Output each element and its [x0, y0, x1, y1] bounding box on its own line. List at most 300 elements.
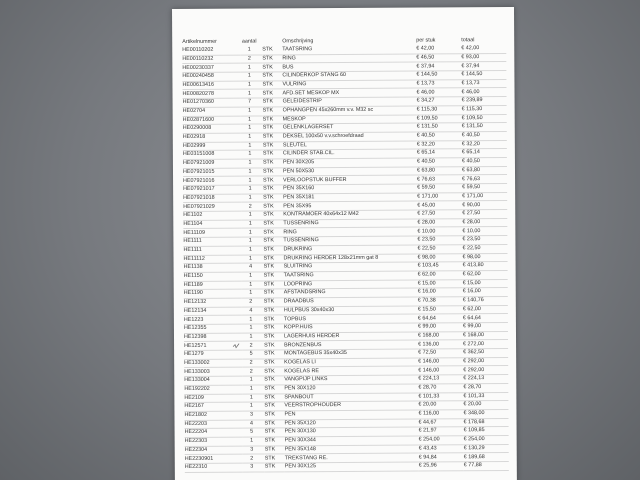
cell-price-per-piece: € 59,50 — [417, 184, 462, 193]
cell-description: AFD.SET MESKOP MX — [282, 88, 416, 98]
cell-description: PEN 30X120 — [284, 384, 418, 394]
cell-article-number: HE00240458 — [182, 72, 240, 81]
cell-total: € 46,00 — [461, 88, 506, 97]
cell-price-per-piece: € 62,00 — [418, 271, 463, 280]
cell-article-number: HE07921017 — [183, 185, 241, 194]
cell-total: € 37,94 — [461, 62, 506, 71]
cell-total: € 62,00 — [463, 305, 508, 314]
cell-description: PEN 50X530 — [283, 167, 417, 177]
cell-quantity: 2 — [242, 341, 264, 350]
cell-unit: STK — [264, 289, 284, 298]
cell-total: € 65,14 — [462, 149, 507, 158]
cell-quantity: 1 — [242, 333, 264, 342]
cell-description: VANGPIJP LINKS — [284, 375, 418, 385]
cell-unit: STK — [264, 324, 284, 333]
cell-price-per-piece: € 27,50 — [417, 210, 462, 219]
cell-total: € 413,80 — [463, 262, 508, 271]
cell-unit: STK — [265, 445, 285, 454]
cell-price-per-piece: € 34,27 — [417, 97, 462, 106]
cell-quantity: 5 — [243, 428, 265, 437]
cell-total: € 64,64 — [463, 314, 508, 323]
cell-total: € 27,50 — [462, 210, 507, 219]
cell-quantity: 3 — [243, 446, 265, 455]
cell-unit: STK — [263, 98, 283, 107]
cell-description: TUSSENRING — [283, 219, 417, 229]
cell-unit: STK — [262, 81, 282, 90]
cell-price-per-piece: € 46,00 — [416, 88, 461, 97]
cell-price-per-piece: € 99,00 — [418, 323, 463, 332]
cell-description: VEERSTROPHOUDER — [284, 401, 418, 411]
cell-article-number: HE07921009 — [183, 159, 241, 168]
cell-unit: STK — [264, 315, 284, 324]
cell-unit: STK — [264, 254, 284, 263]
cell-description: CILINDERKOP STANG 60 — [282, 71, 416, 81]
cell-unit: STK — [264, 280, 284, 289]
table-row — [185, 461, 509, 472]
cell-total: € 77,88 — [464, 461, 509, 470]
cell-quantity: 1 — [240, 72, 262, 81]
cell-description: SLUITRING — [284, 262, 418, 272]
cell-unit: STK — [263, 194, 283, 203]
cell-unit: STK — [263, 237, 283, 246]
cell-price-per-piece: € 254,00 — [419, 436, 464, 445]
cell-total: € 168,00 — [463, 331, 508, 340]
cell-quantity: 1 — [241, 246, 263, 255]
cell-quantity: 1 — [241, 237, 263, 246]
cell-quantity: 2 — [242, 359, 264, 368]
cell-description: DRUKRING — [283, 245, 417, 255]
cell-quantity: 1 — [241, 115, 263, 124]
cell-price-per-piece: € 22,50 — [417, 245, 462, 254]
cell-unit: STK — [263, 115, 283, 124]
cell-price-per-piece: € 64,64 — [418, 314, 463, 323]
cell-article-number: HE2109 — [184, 394, 242, 403]
cell-total: € 13,73 — [461, 79, 506, 88]
cell-description: MONTAGEBUS 35x40x35 — [284, 349, 418, 359]
cell-total: € 254,00 — [464, 435, 509, 444]
cell-price-per-piece: € 136,00 — [418, 340, 463, 349]
cell-article-number: HE192202 — [184, 385, 242, 394]
cell-price-per-piece: € 23,50 — [417, 236, 462, 245]
cell-unit: STK — [263, 107, 283, 116]
cell-unit: STK — [262, 72, 282, 81]
cell-unit: STK — [263, 124, 283, 133]
cell-description: KOPP.HUIS — [284, 323, 418, 333]
cell-article-number: HE1111 — [183, 246, 241, 255]
cell-price-per-piece: € 65,14 — [417, 149, 462, 158]
cell-article-number: HE22303 — [185, 437, 243, 446]
cell-unit: STK — [264, 393, 284, 402]
cell-price-per-piece: € 168,00 — [418, 331, 463, 340]
cell-quantity: 1 — [241, 124, 263, 133]
cell-description: BUS — [282, 62, 416, 72]
cell-price-per-piece: € 72,50 — [418, 349, 463, 358]
cell-article-number: HE07921015 — [183, 168, 241, 177]
cell-article-number: HE1138 — [184, 263, 242, 272]
cell-article-number: HE02871600 — [183, 116, 241, 125]
cell-price-per-piece: € 101,33 — [418, 392, 463, 401]
cell-total: € 189,68 — [464, 453, 509, 462]
cell-price-per-piece: € 43,43 — [419, 444, 464, 453]
cell-quantity: 1 — [241, 159, 263, 168]
cell-price-per-piece: € 13,73 — [416, 80, 461, 89]
header-quantity: aantal — [241, 38, 257, 45]
cell-unit: STK — [264, 402, 284, 411]
cell-unit: STK — [262, 55, 282, 64]
cell-quantity: 1 — [241, 168, 263, 177]
cell-price-per-piece: € 131,50 — [417, 123, 462, 132]
cell-total: € 10,00 — [462, 227, 507, 236]
cell-total: € 144,50 — [461, 71, 506, 80]
cell-unit: STK — [262, 46, 282, 54]
cell-quantity: 1 — [242, 376, 264, 385]
cell-total: € 40,50 — [462, 131, 507, 140]
cell-description: VULRING — [282, 80, 416, 90]
cell-price-per-piece: € 28,70 — [418, 384, 463, 393]
cell-total: € 59,50 — [462, 184, 507, 193]
pen-mark — [232, 342, 240, 350]
cell-total: € 178,68 — [464, 418, 509, 427]
cell-unit: STK — [263, 220, 283, 229]
cell-quantity: 1 — [242, 385, 264, 394]
cell-quantity: 2 — [242, 298, 264, 307]
cell-article-number: HE133004 — [184, 376, 242, 385]
cell-price-per-piece: € 40,50 — [417, 132, 462, 141]
cell-total: € 28,00 — [462, 218, 507, 227]
cell-quantity: 4 — [243, 420, 265, 429]
cell-price-per-piece: € 20,00 — [418, 401, 463, 410]
cell-article-number: HE22304 — [185, 446, 243, 455]
cell-total: € 40,50 — [462, 157, 507, 166]
cell-description: BRONZENBUS — [284, 340, 418, 350]
cell-total: € 28,70 — [463, 383, 508, 392]
cell-unit: STK — [263, 185, 283, 194]
cell-price-per-piece: € 16,00 — [418, 288, 463, 297]
cell-unit: STK — [263, 159, 283, 168]
cell-description: TUSSENRING — [283, 236, 417, 246]
cell-description: OPHANGPEN 45x260mm v.v. M32 sc — [283, 106, 417, 116]
cell-description: PEN 30X130 — [285, 427, 419, 437]
cell-unit: STK — [265, 463, 285, 472]
cell-total: € 76,63 — [462, 175, 507, 184]
cell-total: € 109,85 — [464, 427, 509, 436]
cell-unit: STK — [264, 376, 284, 385]
cell-article-number: HE12132 — [184, 298, 242, 307]
cell-article-number: HE22310 — [185, 463, 243, 472]
cell-unit: STK — [264, 385, 284, 394]
cell-unit: STK — [264, 298, 284, 307]
cell-total: € 131,50 — [462, 123, 507, 132]
cell-quantity: 1 — [241, 142, 263, 151]
cell-article-number: HE12398 — [184, 333, 242, 342]
cell-price-per-piece: € 28,00 — [417, 219, 462, 228]
cell-article-number: HE00110232 — [182, 55, 240, 64]
cell-article-number: HE22203 — [185, 420, 243, 429]
cell-unit: STK — [263, 246, 283, 255]
cell-total: € 62,00 — [463, 270, 508, 279]
cell-unit: STK — [264, 411, 284, 420]
cell-unit: STK — [263, 167, 283, 176]
cell-price-per-piece: € 70,38 — [418, 297, 463, 306]
cell-article-number: HE07921016 — [183, 176, 241, 185]
cell-price-per-piece: € 42,00 — [416, 45, 461, 53]
cell-article-number: HE1279 — [184, 350, 242, 359]
cell-description: MESKOP — [283, 115, 417, 125]
cell-quantity: 1 — [240, 46, 262, 54]
cell-description: GELEIDESTRIP — [283, 97, 417, 107]
cell-article-number: HE1189 — [184, 281, 242, 290]
header-unit — [262, 36, 282, 46]
cell-price-per-piece: € 224,13 — [418, 375, 463, 384]
cell-quantity: 3 — [242, 411, 264, 420]
cell-description: TAATSRING — [284, 271, 418, 281]
cell-total: € 292,00 — [463, 357, 508, 366]
cell-unit: STK — [263, 141, 283, 150]
cell-unit: STK — [265, 437, 285, 446]
cell-unit: STK — [264, 341, 284, 350]
cell-article-number: HE1111 — [183, 237, 241, 246]
cell-price-per-piece: € 98,00 — [418, 253, 463, 262]
cell-article-number: HE22204 — [185, 428, 243, 437]
cell-description: PEN — [284, 410, 418, 420]
cell-total: € 171,00 — [462, 192, 507, 201]
cell-article-number: HE07921029 — [183, 203, 241, 212]
cell-quantity: 4 — [242, 307, 264, 316]
cell-unit: STK — [264, 272, 284, 281]
cell-quantity: 1 — [241, 220, 263, 229]
cell-quantity: 1 — [242, 254, 264, 263]
cell-article-number: HE00110202 — [182, 47, 240, 56]
cell-total: € 93,00 — [461, 53, 506, 62]
cell-quantity: 1 — [242, 324, 264, 333]
cell-description: SPANBOUT — [284, 393, 418, 403]
cell-unit: STK — [264, 333, 284, 342]
cell-price-per-piece: € 21,97 — [419, 427, 464, 436]
cell-article-number: HE133003 — [184, 368, 242, 377]
header-description: Omschrijving — [282, 38, 314, 45]
cell-unit: STK — [265, 428, 285, 437]
cell-price-per-piece: € 144,50 — [416, 71, 461, 80]
cell-article-number: HE11112 — [184, 255, 242, 264]
cell-unit: STK — [264, 350, 284, 359]
cell-quantity: 1 — [240, 81, 262, 90]
cell-article-number: HE02918 — [183, 133, 241, 142]
cell-price-per-piece: € 15,00 — [418, 279, 463, 288]
cell-description: TAATSRING — [282, 46, 416, 55]
cell-price-per-piece: € 171,00 — [417, 192, 462, 201]
cell-total: € 20,00 — [463, 401, 508, 410]
cell-article-number: HE07921018 — [183, 194, 241, 203]
cell-unit: STK — [263, 202, 283, 211]
cell-total: € 109,50 — [462, 114, 507, 123]
cell-article-number: HE00820278 — [182, 90, 240, 99]
cell-article-number: HE11109 — [183, 229, 241, 238]
cell-total: € 292,00 — [463, 366, 508, 375]
cell-description: PEN 30X344 — [285, 436, 419, 446]
header-article-number: Artikelnummer — [182, 38, 217, 45]
cell-quantity: 2 — [241, 202, 263, 211]
cell-article-number: HE02999 — [183, 142, 241, 151]
paper-sheet — [172, 7, 517, 480]
table-body — [182, 45, 509, 472]
header-total: totaal — [461, 37, 475, 44]
cell-price-per-piece: € 44,67 — [419, 418, 464, 427]
cell-unit: STK — [264, 359, 284, 368]
cell-description: PEN 35X181 — [283, 193, 417, 203]
cell-article-number: HE12355 — [184, 324, 242, 333]
cell-unit: STK — [265, 454, 285, 463]
cell-article-number: HE133002 — [184, 359, 242, 368]
cell-total: € 90,00 — [462, 201, 507, 210]
cell-unit: STK — [264, 306, 284, 315]
cell-total: € 239,89 — [462, 97, 507, 106]
cell-unit: STK — [263, 176, 283, 185]
cell-price-per-piece: € 25,96 — [419, 462, 464, 471]
cell-quantity: 1 — [241, 176, 263, 185]
cell-description: PEN 35X148 — [285, 445, 419, 455]
cell-description: CILINDER STAB.CIL. — [283, 149, 417, 159]
cell-price-per-piece: € 116,00 — [418, 410, 463, 419]
cell-unit: STK — [263, 133, 283, 142]
cell-description: RING — [282, 54, 416, 64]
cell-description: PEN 35X160 — [283, 184, 417, 194]
cell-total: € 99,00 — [463, 322, 508, 331]
cell-price-per-piece: € 63,80 — [417, 166, 462, 175]
cell-quantity: 1 — [240, 89, 262, 98]
cell-total: € 130,29 — [464, 444, 509, 453]
cell-description: LOOPRING — [284, 280, 418, 290]
cell-unit: STK — [264, 367, 284, 376]
cell-description: PEN 35X120 — [285, 419, 419, 429]
cell-unit: STK — [263, 228, 283, 237]
cell-description: RING — [283, 227, 417, 237]
cell-description: DRAADBUS — [284, 297, 418, 307]
cell-total: € 115,30 — [462, 105, 507, 114]
cell-unit: STK — [262, 63, 282, 72]
cell-article-number: HE12571 — [184, 341, 242, 350]
cell-description: DRUKRING HERDER 128x21mm gat 8 — [284, 254, 418, 264]
cell-article-number: HE0290008 — [183, 124, 241, 133]
parts-table — [182, 35, 509, 473]
cell-price-per-piece: € 146,00 — [418, 366, 463, 375]
cell-quantity: 1 — [241, 107, 263, 116]
cell-unit: STK — [263, 211, 283, 220]
cell-article-number: HE1223 — [184, 315, 242, 324]
cell-price-per-piece: € 94,84 — [419, 453, 464, 462]
cell-quantity: 2 — [243, 454, 265, 463]
cell-unit: STK — [264, 263, 284, 272]
cell-article-number: HE1102 — [183, 211, 241, 220]
cell-quantity: 1 — [241, 194, 263, 203]
cell-article-number: HE1104 — [183, 220, 241, 229]
cell-quantity: 4 — [242, 263, 264, 272]
cell-total: € 16,00 — [463, 288, 508, 297]
cell-quantity: 1 — [241, 185, 263, 194]
cell-quantity: 1 — [242, 272, 264, 281]
cell-article-number: HE21802 — [184, 411, 242, 420]
cell-quantity: 1 — [242, 402, 264, 411]
cell-quantity: 1 — [241, 228, 263, 237]
cell-description: PEN 30X205 — [283, 158, 417, 168]
cell-unit: STK — [265, 419, 285, 428]
cell-article-number: HE02704 — [183, 107, 241, 116]
cell-quantity: 1 — [240, 63, 262, 72]
header-price-per-piece: per stuk — [416, 37, 436, 44]
cell-total: € 22,50 — [462, 244, 507, 253]
cell-total: € 272,00 — [463, 340, 508, 349]
cell-quantity: 1 — [242, 281, 264, 290]
cell-total: € 32,20 — [462, 140, 507, 149]
cell-total: € 362,50 — [463, 349, 508, 358]
cell-quantity: 1 — [242, 315, 264, 324]
cell-description: KOGELAS LI — [284, 358, 418, 368]
cell-quantity: 1 — [243, 437, 265, 446]
cell-article-number: HE12134 — [184, 307, 242, 316]
cell-description: SLEUTEL — [283, 141, 417, 151]
cell-description: HULPBUS 30x40x30 — [284, 306, 418, 316]
cell-quantity: 1 — [241, 133, 263, 142]
cell-article-number: HE1150 — [184, 272, 242, 281]
cell-article-number: HE2230901 — [185, 454, 243, 463]
cell-description: LAGERHUIS HERDER — [284, 332, 418, 342]
cell-article-number: HE03151008 — [183, 150, 241, 159]
cell-quantity: 2 — [242, 367, 264, 376]
cell-description: TOPBUS — [284, 314, 418, 324]
cell-price-per-piece: € 146,00 — [418, 358, 463, 367]
cell-description: PEN 35X95 — [283, 201, 417, 211]
cell-quantity: 1 — [242, 289, 264, 298]
cell-quantity: 2 — [240, 55, 262, 64]
cell-description: KOGELAS RE — [284, 366, 418, 376]
cell-description: PEN 30X125 — [285, 462, 419, 472]
cell-description: GELENKLAGERSET — [283, 123, 417, 133]
cell-total: € 98,00 — [463, 253, 508, 262]
cell-total: € 63,80 — [462, 166, 507, 175]
cell-total: € 348,00 — [463, 409, 508, 418]
cell-unit: STK — [263, 150, 283, 159]
cell-price-per-piece: € 46,50 — [416, 53, 461, 62]
cell-article-number: HE01270360 — [183, 98, 241, 107]
cell-article-number: HE2167 — [184, 402, 242, 411]
cell-description: TREKSTANG RE. — [285, 453, 419, 463]
cell-price-per-piece: € 45,00 — [417, 201, 462, 210]
cell-price-per-piece: € 32,20 — [417, 140, 462, 149]
cell-quantity: 1 — [241, 211, 263, 220]
cell-article-number: HE1190 — [184, 289, 242, 298]
cell-unit: STK — [262, 89, 282, 98]
cell-price-per-piece: € 10,00 — [417, 227, 462, 236]
cell-article-number: HE00613416 — [182, 81, 240, 90]
cell-price-per-piece: € 15,50 — [418, 305, 463, 314]
cell-quantity: 5 — [242, 350, 264, 359]
cell-quantity: 1 — [242, 393, 264, 402]
cell-quantity: 1 — [241, 150, 263, 159]
cell-total: € 15,00 — [463, 279, 508, 288]
cell-total: € 42,00 — [461, 45, 506, 53]
cell-article-number: HE00230337 — [182, 64, 240, 73]
cell-total: € 224,13 — [463, 375, 508, 384]
cell-price-per-piece: € 37,94 — [416, 62, 461, 71]
cell-description: KONTRAMOER 40x64x12 M42 — [283, 210, 417, 220]
cell-price-per-piece: € 109,50 — [417, 114, 462, 123]
cell-description: VERLOOPSTUK BUFFER — [283, 175, 417, 185]
cell-price-per-piece: € 40,50 — [417, 158, 462, 167]
cell-quantity: 7 — [241, 98, 263, 107]
cell-quantity: 3 — [243, 463, 265, 472]
cell-total: € 101,33 — [463, 392, 508, 401]
cell-description: AFSTANDSRING — [284, 288, 418, 298]
cell-total: € 23,50 — [462, 236, 507, 245]
